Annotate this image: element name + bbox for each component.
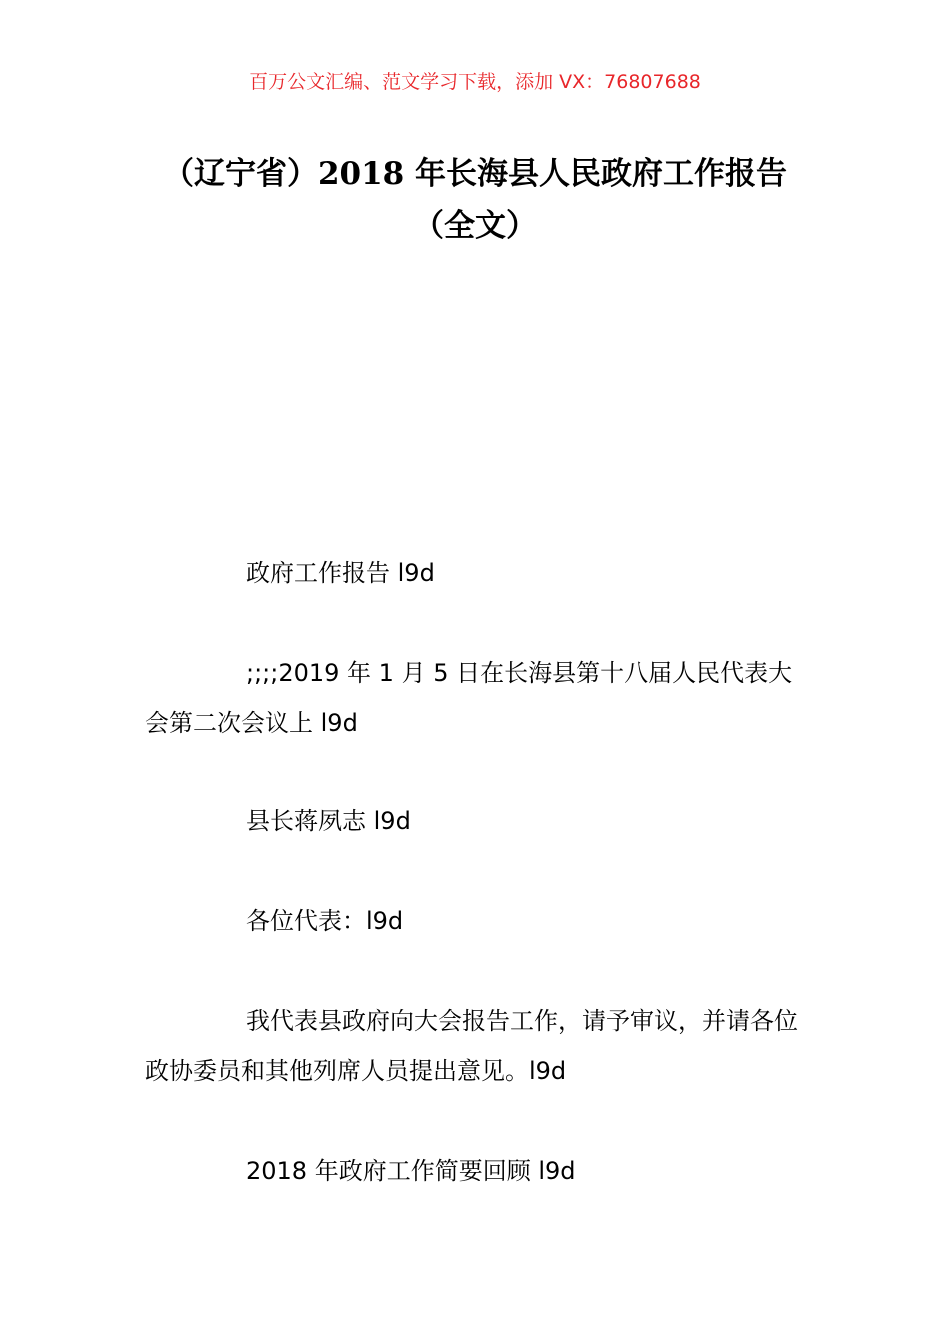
header-download-note: 百万公文汇编、范文学习下载，添加 VX：76807688 xyxy=(249,71,701,93)
paragraph-salutation: 各位代表：l9d xyxy=(246,907,404,935)
section-heading-review: 2018 年政府工作简要回顾 l9d xyxy=(246,1157,576,1185)
paragraph-opening: 我代表县政府向大会报告工作，请予审议，并请各位政协委员和其他列席人员提出意见。l9d xyxy=(145,1007,798,1085)
paragraph-meeting-info: ;;;;2019 年 1 月 5 日在长海县第十八届人民代表大会第二次会议上 l9d xyxy=(145,659,793,737)
document-title: （辽宁省）2018 年长海县人民政府工作报告（全文） xyxy=(162,156,788,244)
paragraph-speaker: 县长蒋夙志 l9d xyxy=(246,807,411,835)
paragraph-report-label: 政府工作报告 l9d xyxy=(246,559,435,587)
